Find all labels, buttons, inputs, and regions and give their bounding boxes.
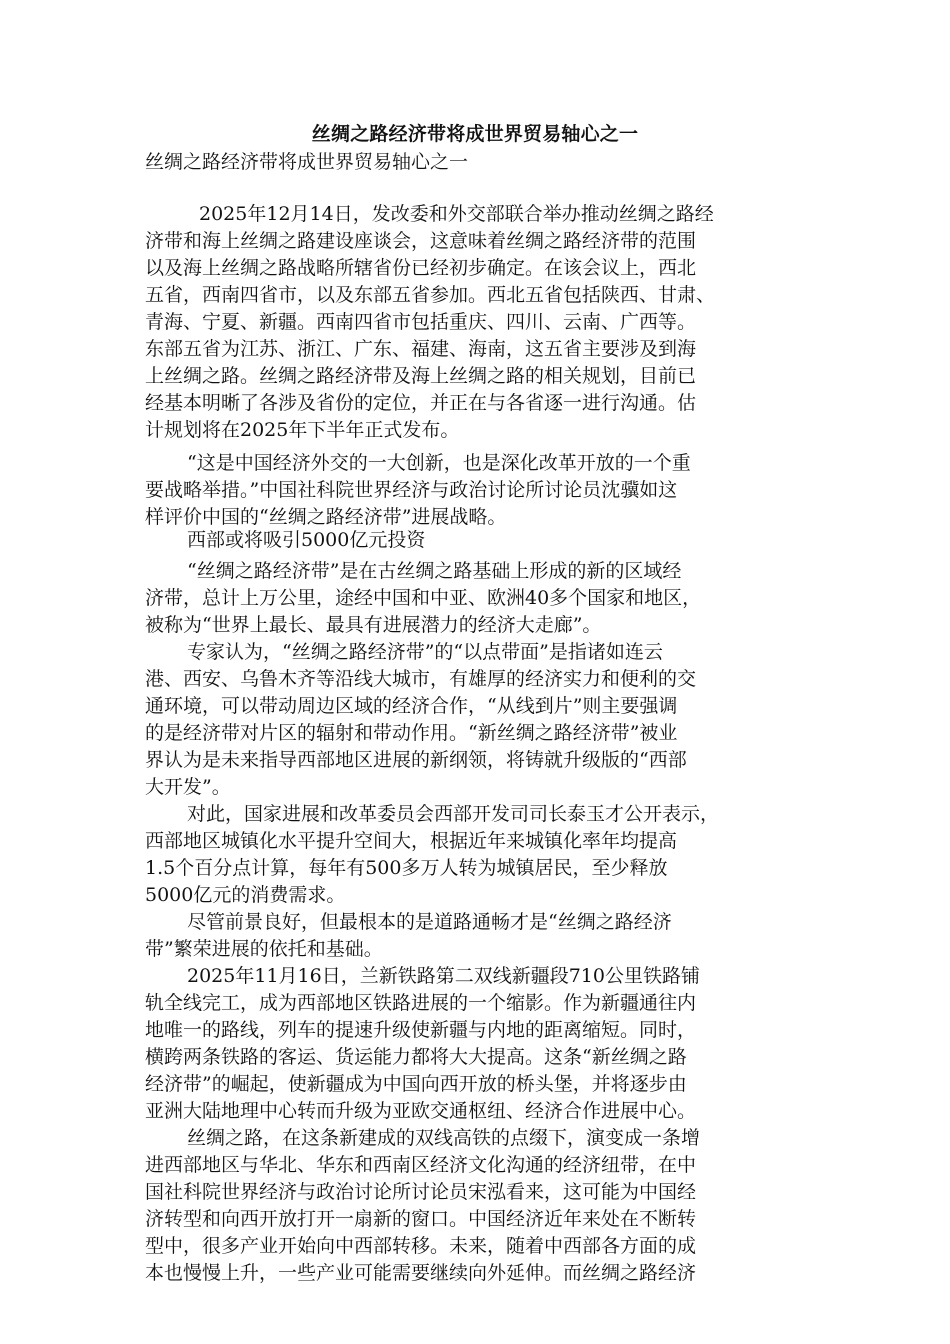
body-line: 港、西安、乌鲁木齐等沿线大城市，有雄厚的经济实力和便利的交 (145, 668, 697, 690)
document-subtitle: 丝绸之路经济带将成世界贸易轴心之一 (145, 151, 469, 173)
paragraph-line: 计规划将在2025年下半年正式发布。 (145, 419, 460, 441)
body-line: 带”繁荣进展的依托和基础。 (145, 938, 383, 960)
body-line: 济转型和向西开放打开一扇新的窗口。中国经济近年来处在不断转 (145, 1208, 697, 1230)
body-line: 西部地区城镇化水平提升空间大，根据近年来城镇化率年均提高 (145, 830, 678, 852)
paragraph-1 (145, 201, 810, 444)
body-line: 5000亿元的消费需求。 (145, 884, 346, 906)
paragraph-2 (145, 450, 810, 531)
body-line: 通环境，可以带动周边区域的经济合作，“从线到片”则主要强调 (145, 695, 678, 717)
paragraph-line: 以及海上丝绸之路战略所辖省份已经初步确定。在该会议上，西北 (145, 257, 697, 279)
body-line: 的是经济带对片区的辐射和带动作用。“新丝绸之路经济带”被业 (145, 722, 678, 744)
body-line: 被称为“世界上最长、最具有进展潜力的经济大走廊”。 (145, 614, 602, 636)
body-line: 丝绸之路，在这条新建成的双线高铁的点缀下，演变成一条增 (187, 1127, 701, 1149)
body-line: 横跨两条铁路的客运、货运能力都将大大提高。这条“新丝绸之路 (145, 1046, 687, 1068)
section-heading-block (145, 527, 810, 554)
paragraph-line: 要战略举措。”中国社科院世界经济与政治讨论所讨论员沈骥如这 (145, 479, 678, 501)
body-line: 型中，很多产业开始向中西部转移。未来，随着中西部各方面的成 (145, 1235, 697, 1257)
paragraph-line: 上丝绸之路。丝绸之路经济带及海上丝绸之路的相关规划，目前已 (145, 365, 697, 387)
paragraph-line: 五省，西南四省市，以及东部五省参加。西北五省包括陕西、甘肃、 (145, 284, 716, 306)
body-line: 专家认为，“丝绸之路经济带”的“以点带面”是指诸如连云 (187, 641, 663, 663)
section-heading: 西部或将吸引5000亿元投资 (187, 529, 426, 551)
body-line: 进西部地区与华北、华东和西南区经济文化沟通的经济纽带，在中 (145, 1154, 697, 1176)
body-line: 本也慢慢上升，一些产业可能需要继续向外延伸。而丝绸之路经济 (145, 1262, 697, 1284)
body-line: 2025年11月16日，兰新铁路第二双线新疆段710公里铁路铺 (187, 965, 700, 987)
body-line: 轨全线完工，成为西部地区铁路进展的一个缩影。作为新疆通往内 (145, 992, 697, 1014)
paragraph-line: 样评价中国的“丝绸之路经济带”进展战略。 (145, 506, 507, 528)
body-line: 对此，国家进展和改革委员会西部开发司司长泰玉才公开表示， (187, 803, 720, 825)
body-line: 济带，总计上万公里，途经中国和中亚、欧洲40多个国家和地区， (145, 587, 702, 609)
paragraph-line: 青海、宁夏、新疆。西南四省市包括重庆、四川、云南、广西等。 (145, 311, 697, 333)
paragraph-line: 经基本明晰了各涉及省份的定位，并正在与各省逐一进行沟通。估 (145, 392, 697, 414)
body-line: 尽管前景良好，但最根本的是道路通畅才是“丝绸之路经济 (187, 911, 672, 933)
body-line: 大开发”。 (145, 776, 231, 798)
paragraph-line: 济带和海上丝绸之路建设座谈会，这意味着丝绸之路经济带的范围 (145, 230, 697, 252)
body-line: “丝绸之路经济带”是在古丝绸之路基础上形成的新的区域经 (187, 560, 682, 582)
paragraph-line: 2025年12月14日，发改委和外交部联合举办推动丝绸之路经 (199, 203, 714, 225)
body-text (145, 558, 810, 1287)
body-line: 亚洲大陆地理中心转而升级为亚欧交通枢纽、经济合作进展中心。 (145, 1100, 697, 1122)
body-line: 国社科院世界经济与政治讨论所讨论员宋泓看来，这可能为中国经 (145, 1181, 697, 1203)
body-line: 经济带”的崛起，使新疆成为中国向西开放的桥头堡，并将逐步由 (145, 1073, 687, 1095)
paragraph-line: “这是中国经济外交的一大创新，也是深化改革开放的一个重 (187, 452, 691, 474)
document-title: 丝绸之路经济带将成世界贸易轴心之一 (311, 123, 639, 145)
paragraph-line: 东部五省为江苏、浙江、广东、福建、海南，这五省主要涉及到海 (145, 338, 697, 360)
body-line: 1.5个百分点计算，每年有500多万人转为城镇居民，至少释放 (145, 857, 668, 879)
body-line: 地唯一的路线，列车的提速升级使新疆与内地的距离缩短。同时， (145, 1019, 697, 1041)
body-line: 界认为是未来指导西部地区进展的新纲领，将铸就升级版的“西部 (145, 749, 687, 771)
